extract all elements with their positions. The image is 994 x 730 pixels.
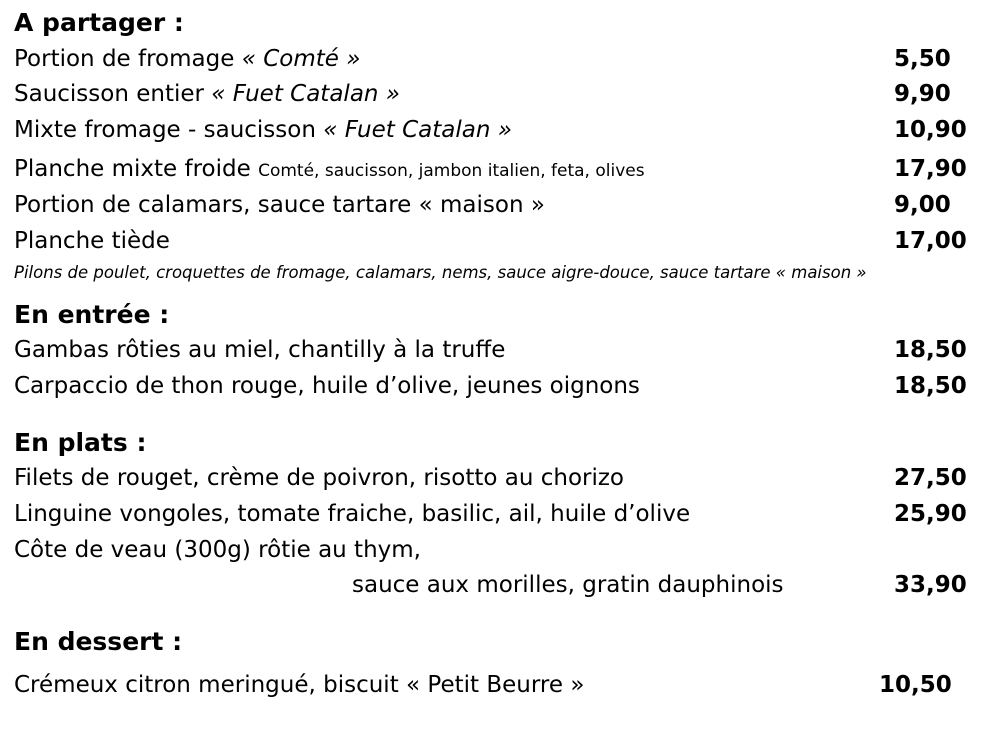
item-price: 25,90 (894, 501, 967, 527)
menu-item (14, 192, 545, 218)
item-name-continuation: sauce aux morilles, gratin dauphinois (352, 572, 784, 598)
item-name-emphasis: « Comté » (241, 46, 361, 72)
section-title: En entrée : (14, 300, 170, 329)
section-title: A partager : (14, 8, 184, 37)
item-price: 18,50 (894, 337, 967, 363)
item-name: Gambas rôties au miel, chantilly à la truffe (14, 337, 506, 363)
item-name: Linguine vongoles, tomate fraiche, basilic, ail, huile d’olive (14, 501, 691, 527)
menu-item (14, 46, 360, 72)
item-name-emphasis: « Fuet Catalan » (323, 117, 512, 143)
item-name: Planche mixte froide (14, 156, 259, 182)
item-name: Portion de fromage (14, 46, 242, 72)
menu-item (14, 156, 645, 182)
item-price: 9,90 (894, 81, 951, 107)
menu-item (14, 465, 624, 491)
item-price: 5,50 (894, 46, 951, 72)
item-name: Planche tiède (14, 228, 170, 254)
menu-item (14, 501, 690, 527)
item-price: 27,50 (894, 465, 967, 491)
item-price: 10,90 (894, 117, 967, 143)
item-name: Saucisson entier (14, 81, 212, 107)
menu-item (14, 81, 400, 107)
item-name: Mixte fromage - saucisson (14, 117, 324, 143)
menu-item (14, 337, 505, 363)
section-title: En dessert : (14, 627, 183, 656)
item-name: Portion de calamars, sauce tartare « maison » (14, 192, 545, 218)
menu-item (14, 373, 640, 399)
menu-item (14, 117, 512, 143)
item-description: Pilons de poulet, croquettes de fromage, calamars, nems, sauce aigre-douce, sauce tartare « maison » (14, 263, 867, 282)
item-description: Comté, saucisson, jambon italien, feta, olives (258, 161, 645, 181)
section-title: En plats : (14, 428, 147, 457)
item-name-emphasis: « Fuet Catalan » (211, 81, 400, 107)
menu-item (14, 537, 421, 563)
item-name: Côte de veau (300g) rôtie au thym, (14, 537, 421, 563)
menu-item (14, 228, 170, 254)
item-price: 10,50 (879, 672, 952, 698)
item-price: 9,00 (894, 192, 951, 218)
item-price: 33,90 (894, 572, 967, 598)
item-price: 18,50 (894, 373, 967, 399)
item-price: 17,90 (894, 156, 967, 182)
item-name: Carpaccio de thon rouge, huile d’olive, jeunes oignons (14, 373, 640, 399)
menu-item (14, 672, 584, 698)
item-name: Filets de rouget, crème de poivron, risotto au chorizo (14, 465, 625, 491)
item-name: Crémeux citron meringué, biscuit « Petit Beurre » (14, 672, 585, 698)
item-price: 17,00 (894, 228, 967, 254)
